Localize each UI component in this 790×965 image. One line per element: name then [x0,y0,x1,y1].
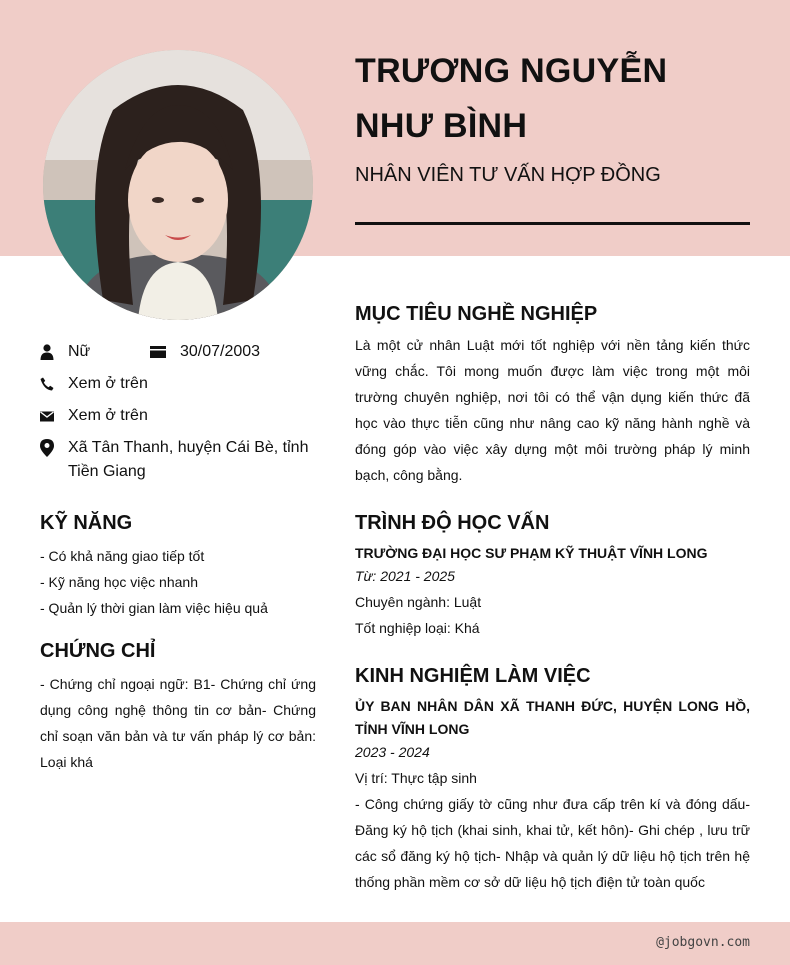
skills-list [40,543,320,621]
objective-title: MỤC TIÊU NGHỀ NGHIỆP [355,303,598,325]
skill-item: - Kỹ năng học việc nhanh [40,574,198,590]
candidate-name: TRƯƠNG NGUYỄN NHƯ BÌNH [355,52,668,145]
address-value: Xã Tân Thanh, huyện Cái Bè, tỉnh Tiền Giang [68,439,309,480]
school-name: TRƯỜNG ĐẠI HỌC SƯ PHẠM KỸ THUẬT VĨNH LONG [355,545,708,561]
education-grade: Tốt nghiệp loại: Khá [355,620,480,636]
person-icon [40,344,54,360]
experience-description: - Công chứng giấy tờ cũng như đưa cấp trên kí và đóng dấu- Đăng ký hộ tịch (khai sinh, khai tử, kết hôn)- Ghi chép , lưu trữ các sổ đăng ký hộ tịch- Nhập và quản lý dữ liệu hộ tịch trên hệ thống phần mềm cơ sở dữ liệu hộ tịch điện tử toàn quốc [355,796,750,890]
gender-row [40,340,90,364]
education-title: TRÌNH ĐỘ HỌC VẤN [355,512,550,534]
title-divider [355,222,750,225]
calendar-icon [150,344,166,360]
phone-value: Xem ở trên [68,375,148,392]
job-title: NHÂN VIÊN TƯ VẤN HỢP ĐỒNG [355,164,661,186]
map-pin-icon [40,440,54,456]
experience-org: ỦY BAN NHÂN DÂN XÃ THANH ĐỨC, HUYỆN LONG HỒ, TỈNH VĨNH LONG [355,698,750,737]
education-major: Chuyên ngành: Luật [355,594,482,610]
phone-icon [40,376,54,392]
experience-period: 2023 - 2024 [355,744,430,760]
address-row [40,436,315,484]
experience-title: KINH NGHIỆM LÀM VIỆC [355,665,591,687]
certificates-text: - Chứng chỉ ngoại ngữ: B1- Chứng chỉ ứng dụng công nghệ thông tin cơ bản- Chứng chỉ soạn văn bản và tư vấn pháp lý cơ bản: Loại khá [40,676,316,770]
envelope-icon [40,408,54,424]
objective-text: Là một cử nhân Luật mới tốt nghiệp với nền tảng kiến thức vững chắc. Tôi mong muốn được làm việc trong một môi trường chuyên nghiệp, nơi tôi có thể vận dụng kiến thức đã học vào thực tiễn cũng như nâng cao kỹ năng hành nghề và đóng góp vào việc xây dựng một môi trường pháp lý minh bạch, công bằng. [355,337,750,483]
education-period: Từ: 2021 - 2025 [355,568,455,584]
experience-position: Vị trí: Thực tập sinh [355,770,477,786]
profile-photo-image [43,50,313,320]
certificates-title: CHỨNG CHỈ [40,640,156,662]
skills-title: KỸ NĂNG [40,512,133,534]
email-row [40,404,148,428]
phone-row [40,372,148,396]
gender-value: Nữ [68,343,91,360]
birthday-row [150,340,260,364]
email-value: Xem ở trên [68,407,148,424]
birthday-value: 30/07/2003 [180,343,261,360]
skill-item: - Quản lý thời gian làm việc hiệu quả [40,600,268,616]
profile-photo [43,50,313,320]
footer-watermark: @jobgovn.com [656,935,750,950]
skill-item: - Có khả năng giao tiếp tốt [40,548,205,564]
